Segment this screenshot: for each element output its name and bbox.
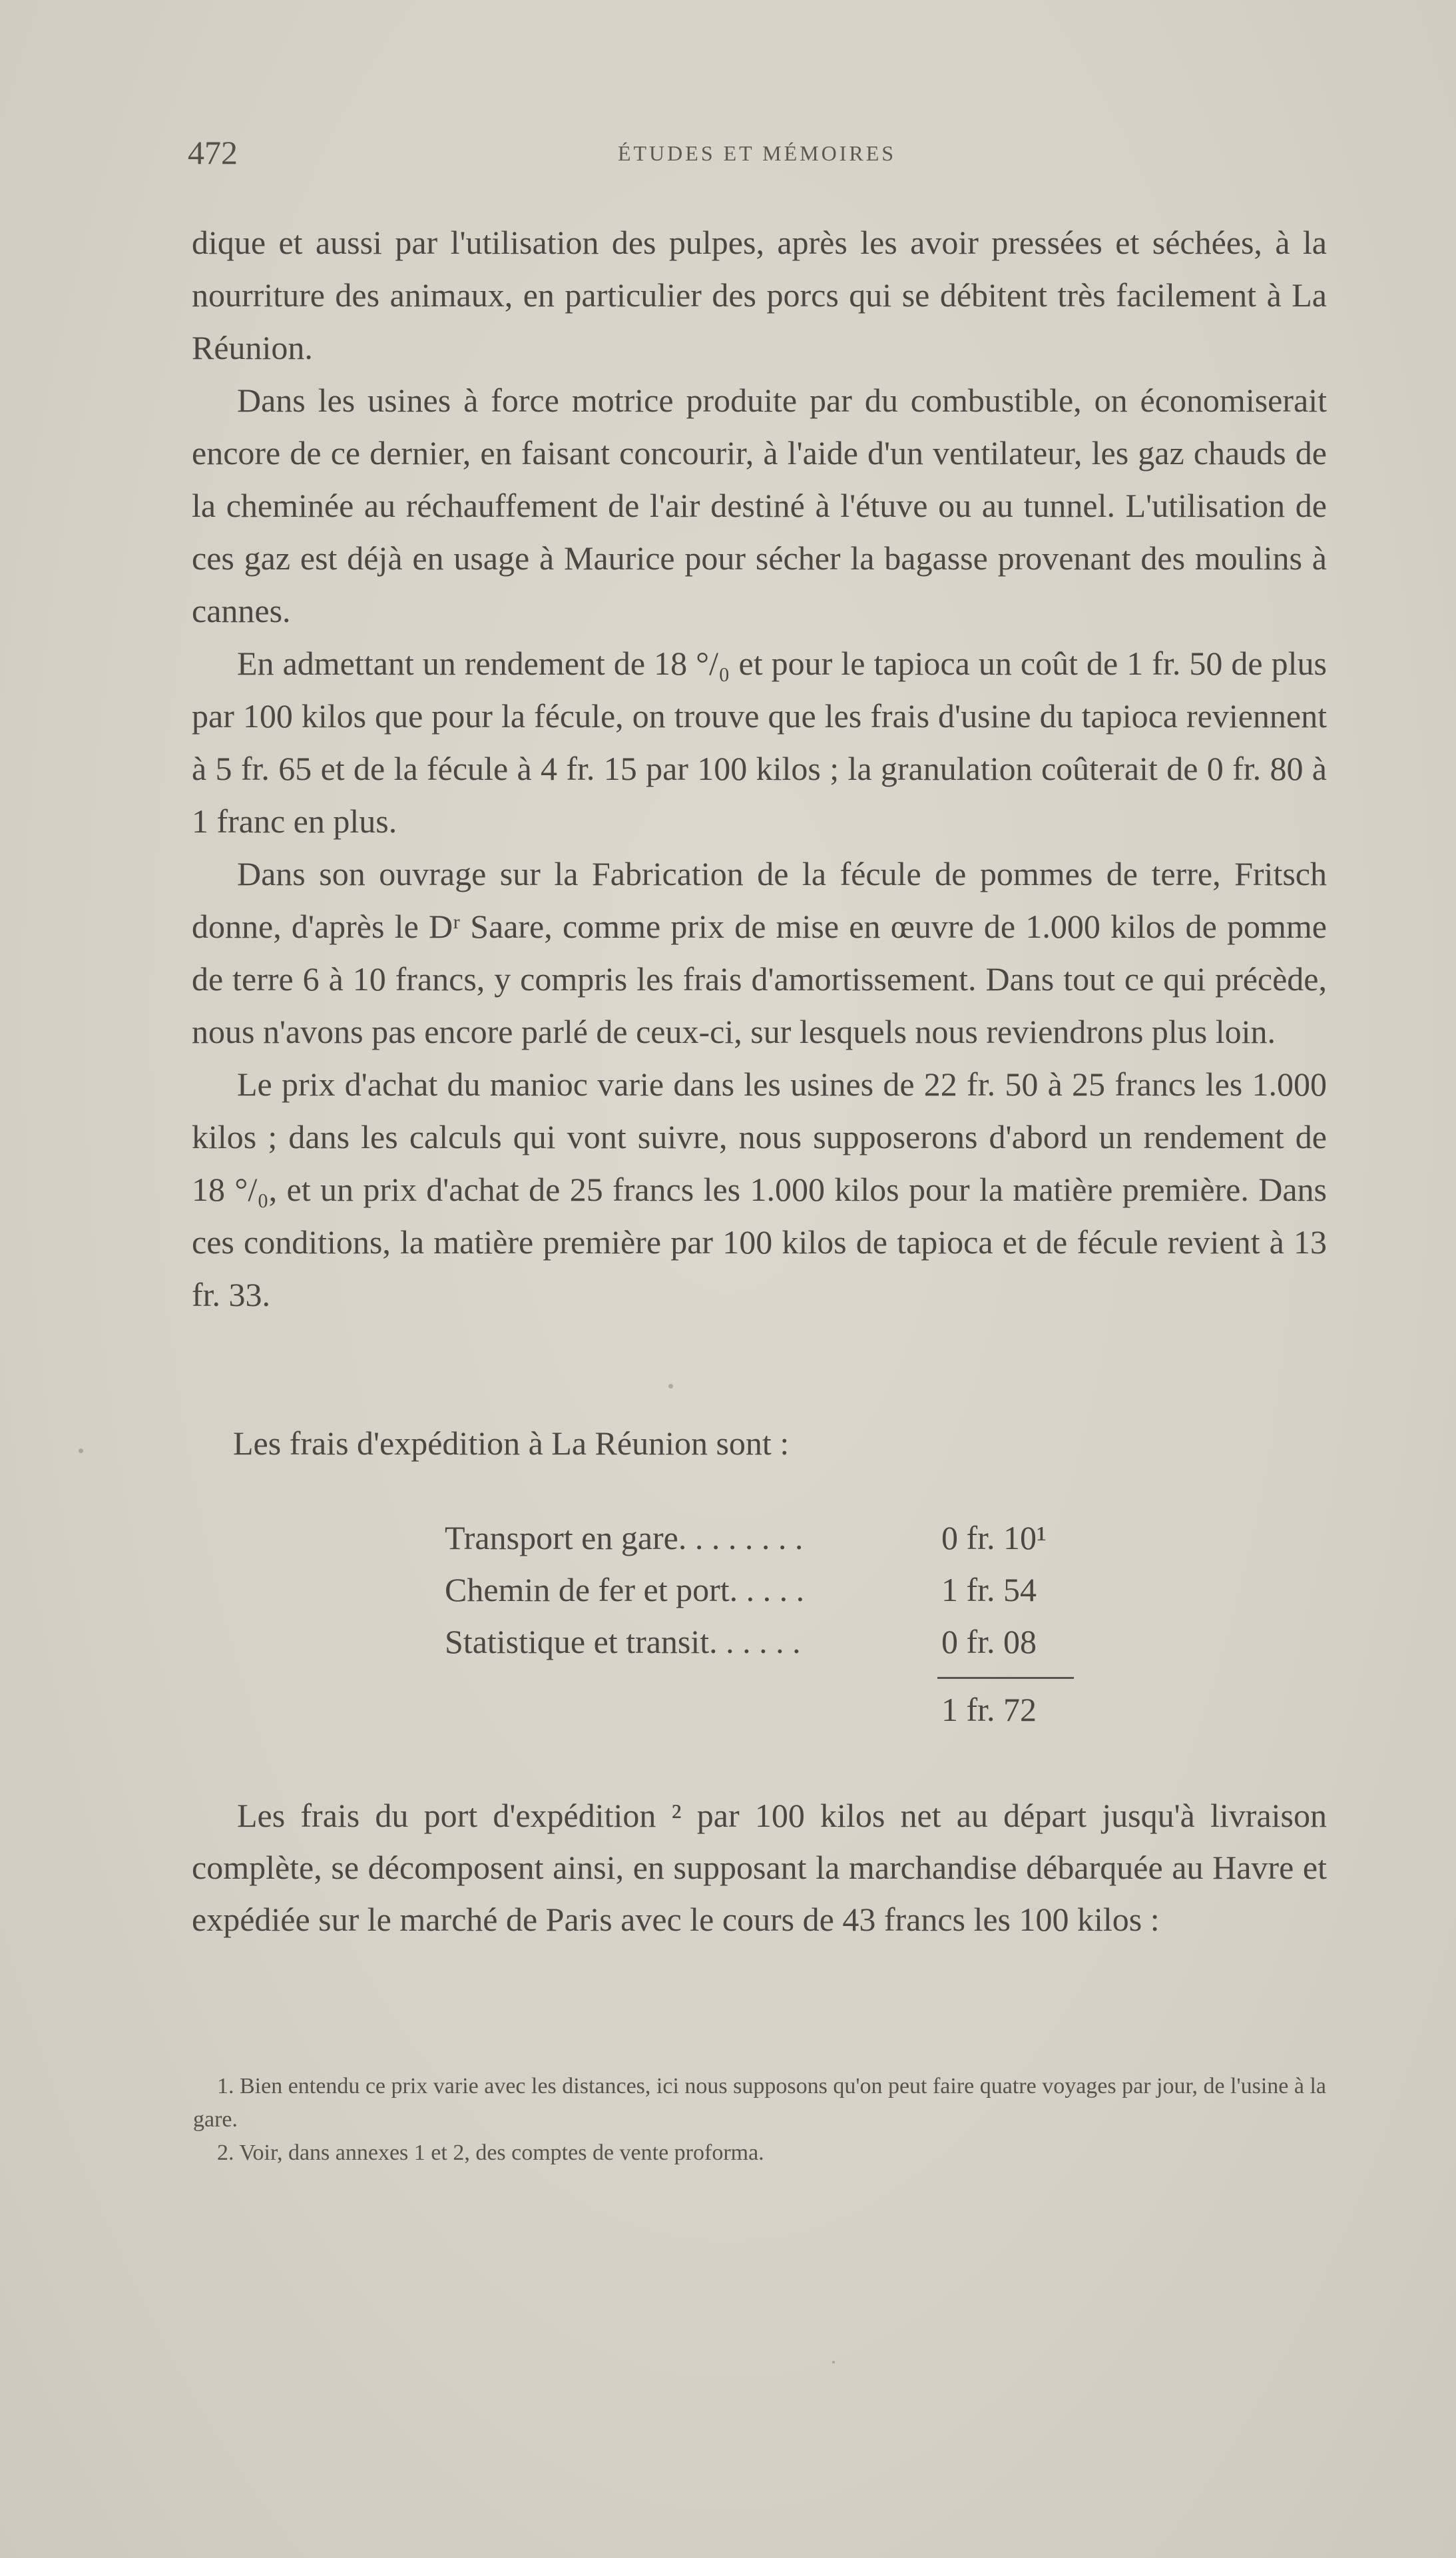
cost-row: [445, 1564, 1077, 1616]
page-number: 472: [188, 134, 238, 171]
paragraph-fritsch: Dans son ouvrage sur la Fabrication de la fécule de pommes de terre, Fritsch donne, d'après le Dʳ Saare, comme prix de mise en œuvre de 1.000 kilos de pomme de terre 6 à 10 francs, y compris les frais d'amortissement. Dans tout ce qui précède, nous n'avons pas encore parlé de ceux-ci, sur lesquels nous reviendrons plus loin.: [192, 855, 1327, 1050]
port-paragraph-block: [192, 1789, 1327, 1945]
paragraph-usines: Dans les usines à force motrice produite par du combustible, on économiserait encore de ce dernier, en faisant concourir, à l'aide d'un ventilateur, les gaz chauds de la cheminée au réchauffement de l'air destiné à l'étuve ou au tunnel. L'utilisation de ces gaz est déjà en usage à Maurice pour sécher la bagasse provenant des moulins à cannes.: [192, 382, 1327, 629]
paragraph-rendement: En admettant un rendement de 18 °/₀ et pour le tapioca un coût de 1 fr. 50 de plus par 100 kilos que pour la fécule, on trouve que les frais d'usine du tapioca reviennent à 5 fr. 65 et de la fécule à 4 fr. 15 par 100 kilos ; la granulation coûterait de 0 fr. 80 à 1 franc en plus.: [192, 645, 1327, 840]
footnote-2: 2. Voir, dans annexes 1 et 2, des comptes de vente proforma.: [217, 2140, 764, 2165]
expedition-intro: Les frais d'expédition à La Réunion sont :: [233, 1425, 790, 1462]
running-head: ÉTUDES ET MÉMOIRES: [617, 141, 897, 165]
main-text: [192, 216, 1327, 1321]
cost-row: [445, 1512, 1077, 1564]
footnotes: [193, 2070, 1328, 2170]
cost-label: Statistique et transit. . . . . .: [445, 1623, 801, 1660]
paragraph-prix-achat: Le prix d'achat du manioc varie dans les usines de 22 fr. 50 à 25 francs les 1.000 kilos ; dans les calculs qui vont suivre, nous supposerons d'abord un rendement de 18 °/₀, et un prix d'achat de 25 francs les 1.000 kilos pour la matière première. Dans ces conditions, la matière première par 100 kilos de tapioca et de fécule revient à 13 fr. 33.: [192, 1066, 1327, 1313]
cost-row: [445, 1616, 1077, 1668]
footnote-1: 1. Bien entendu ce prix varie avec les distances, ici nous supposons qu'on peut faire quatre voyages par jour, de l'usine à la gare.: [193, 2074, 1326, 2132]
cost-value: 1 fr. 54: [941, 1571, 1037, 1608]
cost-total: 1 fr. 72: [941, 1691, 1037, 1728]
cost-label: Chemin de fer et port. . . . .: [445, 1571, 805, 1608]
cost-label: Transport en gare. . . . . . . .: [445, 1519, 804, 1556]
expedition-cost-table: [445, 1512, 1077, 1728]
page-header: [188, 133, 1326, 173]
paper-speck: [79, 1448, 83, 1453]
total-rule: [937, 1677, 1074, 1679]
paragraph-continuation: dique et aussi par l'utilisation des pulpes, après les avoir pressées et séchées, à la nourriture des animaux, en particulier des porcs qui se débitent très facilement à La Réunion.: [192, 224, 1327, 366]
cost-value: 0 fr. 10¹: [941, 1519, 1047, 1556]
paper-speck: [668, 1384, 673, 1389]
paper-speck: [832, 2361, 835, 2364]
paragraph-port: Les frais du port d'expédition ² par 100 kilos net au départ jusqu'à livraison complète, se décomposent ainsi, en supposant la marchandise débarquée au Havre et expédiée sur le marché de Paris avec le cours de 43 francs les 100 kilos :: [192, 1797, 1327, 1938]
cost-value: 0 fr. 08: [941, 1623, 1037, 1660]
